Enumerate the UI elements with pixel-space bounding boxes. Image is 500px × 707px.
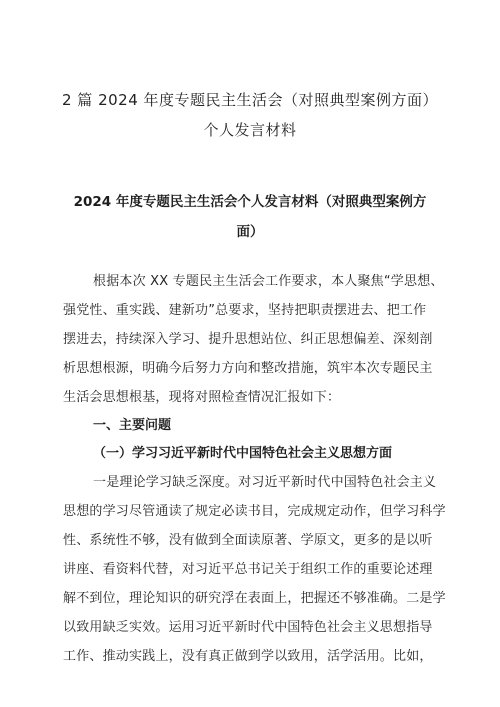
section-title-line-1: 2024 年度专题民主生活会个人发言材料（对照典型案例方: [73, 194, 427, 210]
section-title-line-2: 面）: [236, 224, 264, 240]
body-paragraph-line: 一是理论学习缺乏深度。对习近平新时代中国特色社会主义: [93, 475, 437, 490]
body-paragraph-line: 解不到位，理论知识的研究浮在表面上，把握还不够准确。二是学: [63, 591, 446, 606]
document-title-line-1: 2 篇 2024 年度专题民主生活会（对照典型案例方面）: [61, 91, 439, 109]
body-paragraph-line: 性、系统性不够，没有做到全面读原著、学原文，更多的是以听: [63, 533, 433, 548]
intro-paragraph-line: 强党性、重实践、建新功”总要求，坚持把职责摆进去、把工作: [63, 303, 427, 318]
main-heading: 一、主要问题: [93, 418, 172, 433]
document-title-line-2: 个人发言材料: [203, 121, 297, 139]
body-paragraph-line: 工作、推动实践上，没有真正做到学以致用，活学活用。比如，: [63, 649, 433, 664]
intro-paragraph-line: 根据本次 XX 专题民主生活会工作要求，本人聚焦“学思想、: [93, 274, 444, 289]
intro-paragraph-line: 摆进去，持续深入学习、提升思想站位、纠正思想偏差、深刻剖: [63, 332, 433, 347]
sub-heading: （一）学习习近平新时代中国特色社会主义思想方面: [93, 446, 393, 461]
intro-paragraph-line: 析思想根源，明确今后努力方向和整改措施，筑牢本次专题民主: [63, 361, 433, 376]
body-paragraph-line: 讲座、看资料代替，对习近平总书记关于组织工作的重要论述理: [63, 562, 433, 577]
body-paragraph-line: 思想的学习尽管通读了规定必读书目，完成规定动作，但学习科学: [63, 504, 446, 519]
body-paragraph-line: 以致用缺乏实效。运用习近平新时代中国特色社会主义思想指导: [63, 620, 433, 635]
intro-paragraph-line: 生活会思想根基，现将对照检查情况汇报如下：: [63, 390, 341, 405]
